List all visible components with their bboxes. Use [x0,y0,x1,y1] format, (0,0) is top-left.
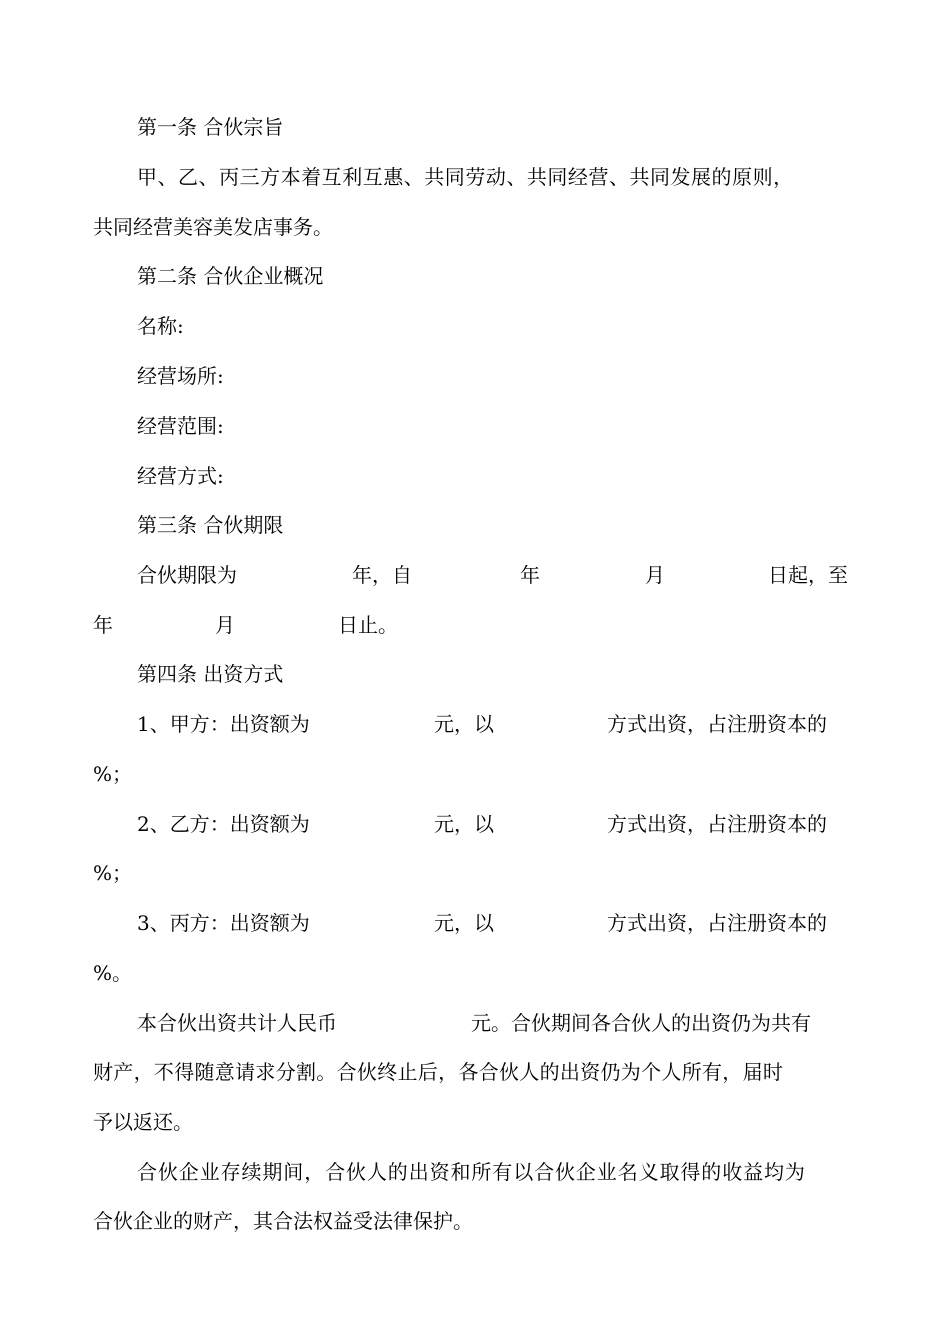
party-2-method-tail: 方式出资，占注册资本的 [607,812,827,836]
term-start-day: 日起，至 [768,563,848,587]
total-contribution-line-2: 财产，不得随意请求分割。合伙终止后，各合伙人的出资仍为个人所有，届时 [93,1060,784,1084]
party-3-yuan-yi: 元，以 [434,911,494,935]
party-2-yuan-yi: 元，以 [434,812,494,836]
article-4-heading: 第四条 出资方式 [137,662,284,686]
party-3-method-tail: 方式出资，占注册资本的 [607,911,827,935]
party-1-method-tail: 方式出资，占注册资本的 [607,712,827,736]
assets-paragraph-line-2: 合伙企业的财产，其合法权益受法律保护。 [93,1209,473,1233]
total-contribution-line-1 [0,1010,950,1036]
party-2-contribution-line [0,811,950,837]
article-1-paragraph-line-1: 甲、乙、丙三方本着互利互惠、共同劳动、共同经营、共同发展的原则， [137,165,794,189]
term-start-year: 年 [520,563,540,587]
party-3-percent: %。 [93,961,133,985]
total-rest: 元。合伙期间各合伙人的出资仍为共有 [471,1011,811,1035]
article-1-heading: 第一条 合伙宗旨 [137,115,284,139]
total-start: 本合伙出资共计人民币 [137,1011,337,1035]
term-end-day: 日止。 [338,613,398,637]
term-end-month: 月 [215,613,235,637]
field-name-label: 名称: [137,314,184,338]
term-line-2 [0,612,950,638]
article-3-heading: 第三条 合伙期限 [137,513,284,537]
party-3-contribution-line [0,910,950,936]
assets-paragraph-line-1: 合伙企业存续期间，合伙人的出资和所有以合伙企业名义取得的收益均为 [137,1160,806,1184]
party-1-yuan-yi: 元，以 [434,712,494,736]
article-2-heading: 第二条 合伙企业概况 [137,264,324,288]
article-1-paragraph-line-2: 共同经营美容美发店事务。 [93,215,333,239]
term-year-from: 年，自 [352,563,412,587]
party-1-label: 1、甲方：出资额为 [137,712,310,736]
term-end-year: 年 [93,613,113,637]
party-1-percent: %； [93,762,133,786]
field-mode-label: 经营方式: [137,464,224,488]
term-label: 合伙期限为 [137,563,237,587]
total-contribution-line-3: 予以返还。 [93,1110,193,1134]
term-line-1 [0,562,950,588]
party-2-label: 2、乙方：出资额为 [137,812,310,836]
term-start-month: 月 [645,563,665,587]
field-scope-label: 经营范围: [137,414,224,438]
party-3-label: 3、丙方：出资额为 [137,911,310,935]
party-1-contribution-line [0,711,950,737]
party-2-percent: %； [93,861,133,885]
field-place-label: 经营场所: [137,364,224,388]
